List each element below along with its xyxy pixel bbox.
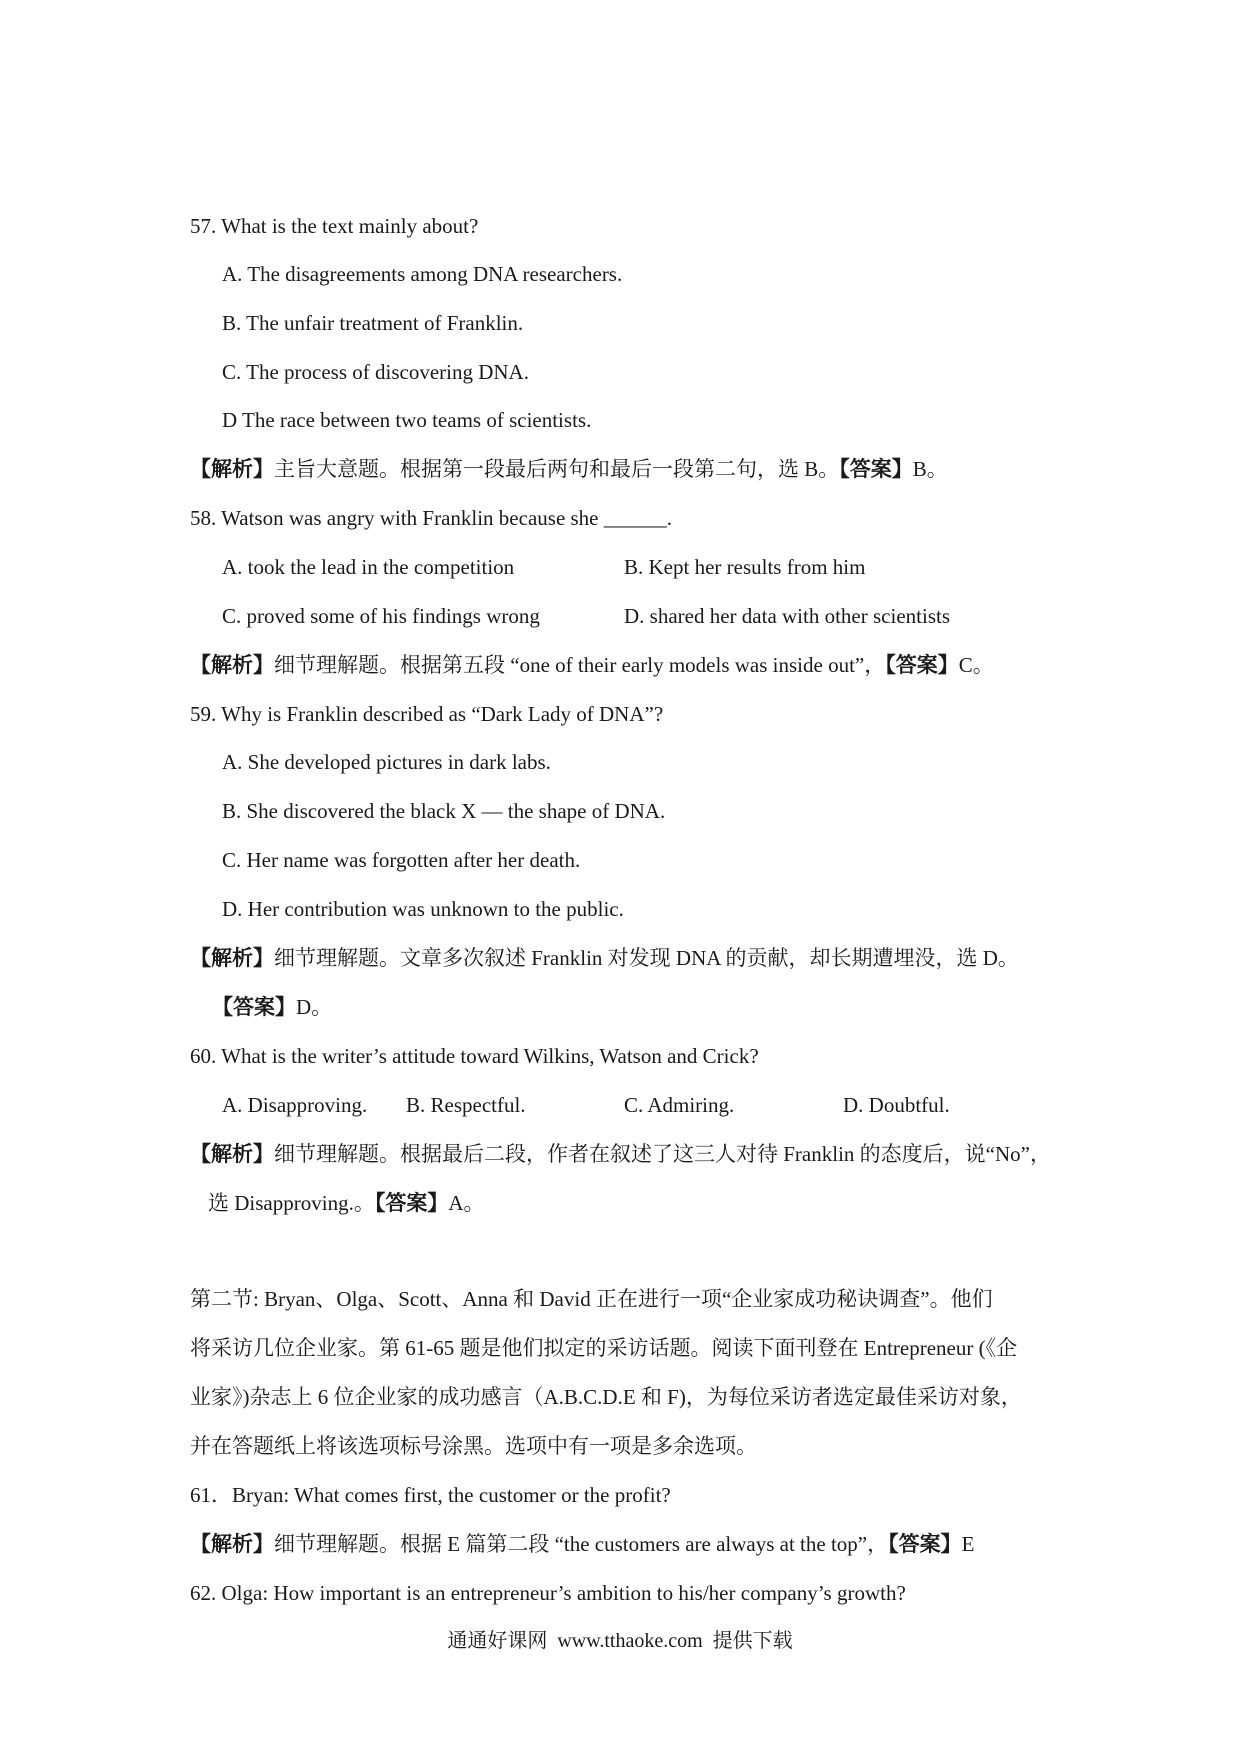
q59-answer — [212, 992, 332, 1022]
answer-tag: 【答案】 — [888, 1532, 962, 1556]
answer-text: A。 — [448, 1191, 485, 1215]
answer-tag: 【答案】 — [212, 995, 296, 1019]
q58-analysis — [190, 650, 994, 680]
q60-analysis — [190, 1139, 1051, 1169]
q59-option-b: B. She discovered the black X — the shape of DNA. — [222, 799, 666, 823]
answer-text: E — [961, 1532, 975, 1556]
analysis-tag: 【解析】 — [190, 653, 274, 677]
q59-option-d: D. Her contribution was unknown to the public. — [222, 897, 624, 921]
analysis-text: 细节理解题。根据最后二段，作者在叙述了这三人对待 Franklin 的态度后，说“No”， — [274, 1142, 1051, 1166]
analysis-text: 细节理解题。根据第五段 “one of their early models was inside out”， — [274, 653, 886, 677]
page-footer: 通通好课网 www.tthaoke.com 提供下载 — [447, 1630, 793, 1652]
q59-analysis — [190, 943, 1019, 973]
q57-analysis — [190, 454, 948, 484]
q57-option-d: D The race between two teams of scientists. — [222, 408, 592, 432]
answer-text: B。 — [912, 457, 948, 481]
q58-option-d: D. shared her data with other scientists — [624, 604, 950, 628]
analysis-tag: 【解析】 — [190, 1142, 274, 1166]
q60-option-d: D. Doubtful. — [843, 1093, 950, 1117]
question-62: 62. Olga: How important is an entrepreneur’s ambition to his/her company’s growth? — [190, 1581, 906, 1605]
q59-option-c: C. Her name was forgotten after her death. — [222, 848, 581, 872]
q57-option-a: A. The disagreements among DNA researchers. — [222, 262, 623, 286]
answer-text: D。 — [296, 995, 333, 1019]
answer-tag: 【答案】 — [885, 653, 959, 677]
answer-tag: 【答案】 — [839, 457, 913, 481]
q59-option-a: A. She developed pictures in dark labs. — [222, 750, 551, 774]
q58-option-a: A. took the lead in the competition — [222, 555, 515, 579]
analysis-text: 主旨大意题。根据第一段最后两句和最后一段第二句，选 B。 — [274, 457, 840, 481]
q58-option-b: B. Kept her results from him — [624, 555, 866, 579]
q60-option-a: A. Disapproving. — [222, 1093, 368, 1117]
question-60: 60. What is the writer’s attitude toward Wilkins, Watson and Crick? — [190, 1044, 759, 1068]
answer-text: C。 — [958, 653, 994, 677]
section2-line-4: 并在答题纸上将该选项标号涂黑。选项中有一项是多余选项。 — [190, 1434, 757, 1458]
analysis-tag: 【解析】 — [190, 457, 274, 481]
q60-option-b: B. Respectful. — [406, 1093, 526, 1117]
question-58: 58. Watson was angry with Franklin because she ______. — [190, 506, 673, 530]
answer-tag: 【答案】 — [374, 1191, 449, 1215]
analysis-text-2: 选 Disapproving.。 — [208, 1191, 375, 1215]
section2-line-1: 第二节: Bryan、Olga、Scott、Anna 和 David 正在进行一项“企业家成功秘诀调查”。他们 — [190, 1287, 993, 1311]
section2-line-3: 业家》)杂志上 6 位企业家的成功感言（A.B.C.D.E 和 F)，为每位采访者选定最佳采访对象， — [190, 1385, 1022, 1409]
question-61: 61．Bryan: What comes first, the customer or the profit? — [190, 1483, 671, 1507]
section2-line-2: 将采访几位企业家。第 61-65 题是他们拟定的采访话题。阅读下面刊登在 Entrepreneur (《企 — [190, 1336, 1018, 1360]
question-59: 59. Why is Franklin described as “Dark Lady of DNA”? — [190, 702, 664, 726]
question-57: 57. What is the text mainly about? — [190, 214, 479, 238]
analysis-tag: 【解析】 — [190, 946, 274, 970]
q57-option-b: B. The unfair treatment of Franklin. — [222, 311, 524, 335]
q57-option-c: C. The process of discovering DNA. — [222, 360, 529, 384]
q60-option-c: C. Admiring. — [624, 1093, 735, 1117]
q60-analysis-cont — [208, 1188, 485, 1218]
q61-analysis — [190, 1529, 974, 1559]
q58-option-c: C. proved some of his findings wrong — [222, 604, 540, 628]
analysis-text: 细节理解题。根据 E 篇第二段 “the customers are always at the top”， — [274, 1532, 889, 1556]
analysis-tag: 【解析】 — [190, 1532, 274, 1556]
analysis-text: 细节理解题。文章多次叙述 Franklin 对发现 DNA 的贡献，却长期遭埋没，选 D。 — [274, 946, 1019, 970]
